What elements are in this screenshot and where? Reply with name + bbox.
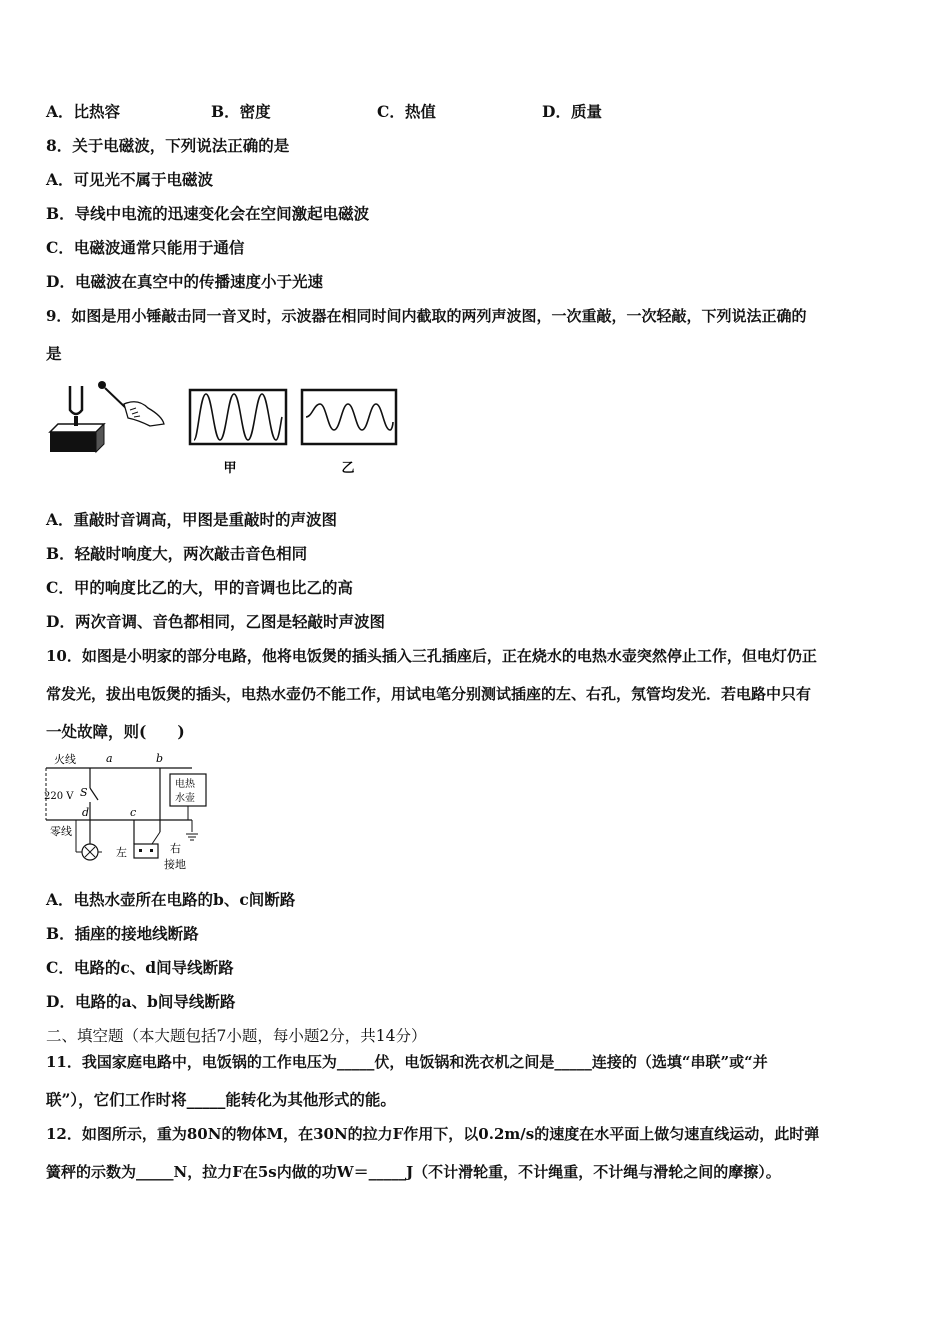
q8-option-c: C．电磁波通常只能用于通信 <box>46 238 245 257</box>
label-jia: 甲 <box>223 461 237 476</box>
waveform-jia <box>190 390 286 444</box>
voltage-label: 220 V <box>44 791 74 802</box>
waveform-yi <box>302 390 396 444</box>
q10-stem-line3: 一处故障，则( ) <box>46 722 185 741</box>
q10-stem-line2: 常发光，拔出电饭煲的插头，电热水壶仍不能工作，用试电笔分别测试插座的左、右孔，氖管均发光．若电路中只有 <box>46 685 812 703</box>
ground-label: 接地 <box>164 858 186 871</box>
q10-option-b: B．插座的接地线断路 <box>46 924 199 943</box>
q9-option-c: C．甲的响度比乙的大，甲的音调也比乙的高 <box>46 578 353 597</box>
q9-stem-line1: 9．如图是用小锤敲击同一音叉时，示波器在相同时间内截取的两列声波图，一次重敲，一次轻敲，下列说法正确的 <box>46 307 807 325</box>
q11-line1: 11．我国家庭电路中，电饭锅的工作电压为_____伏，电饭锅和洗衣机之间是_____连接的（选填“串联”或“并 <box>46 1053 768 1071</box>
q8-option-d: D．电磁波在真空中的传播速度小于光速 <box>46 272 323 291</box>
q10-circuit-figure <box>42 752 212 874</box>
q10-option-a: A．电热水壶所在电路的b、c间断路 <box>46 890 296 909</box>
q12-line2: 簧秤的示数为_____N，拉力F在5s内做的功W＝_____J（不计滑轮重，不计绳重，不计绳与滑轮之间的摩擦）。 <box>46 1163 781 1181</box>
label-yi: 乙 <box>341 461 355 476</box>
kettle-label-2: 水壶 <box>175 793 195 804</box>
live-wire-label: 火线 <box>54 753 76 766</box>
q8-stem: 8．关于电磁波，下列说法正确的是 <box>46 136 290 155</box>
socket-right-label: 右 <box>170 842 181 855</box>
q9-option-a: A．重敲时音调高，甲图是重敲时的声波图 <box>46 510 338 529</box>
q9-option-d: D．两次音调、音色都相同，乙图是轻敲时声波图 <box>46 612 385 631</box>
q7-option-a: A．比热容 <box>46 102 121 121</box>
section2-heading: 二、填空题（本大题包括7小题，每小题2分，共14分） <box>46 1027 427 1045</box>
kettle-label-1: 电热 <box>175 779 195 790</box>
q12-line1: 12．如图所示，重为80N的物体M，在30N的拉力F作用下，以0.2m/s的速度在水平面上做匀速直线运动，此时弹 <box>46 1125 820 1143</box>
lamp-icon <box>82 844 98 860</box>
switch-label: S <box>80 786 88 799</box>
q7-option-c: C．热值 <box>377 102 436 121</box>
q10-stem-line1: 10．如图是小明家的部分电路，他将电饭煲的插头插入三孔插座后，正在烧水的电热水壶突然停止工作，但电灯仍正 <box>46 647 817 665</box>
point-a: a <box>106 752 113 765</box>
q9-option-b: B．轻敲时响度大，两次敲击音色相同 <box>46 544 308 563</box>
point-b: b <box>156 752 164 765</box>
q8-option-a: A．可见光不属于电磁波 <box>46 170 214 189</box>
q7-option-d: D．质量 <box>542 102 602 121</box>
tuning-fork-icon <box>50 386 104 452</box>
circuit-diagram <box>42 752 212 874</box>
neutral-wire-label: 零线 <box>50 825 72 838</box>
hammer-hand-icon <box>98 381 164 426</box>
ground-icon <box>186 834 198 840</box>
q10-option-c: C．电路的c、d间导线断路 <box>46 958 234 977</box>
socket-left-label: 左 <box>116 846 127 859</box>
q7-option-b: B．密度 <box>211 102 271 121</box>
q11-line2: 联”），它们工作时将_____能转化为其他形式的能。 <box>46 1090 396 1109</box>
point-c: c <box>130 806 137 819</box>
tuning-fork-oscilloscope-figure <box>46 380 406 480</box>
q8-option-b: B．导线中电流的迅速变化会在空间激起电磁波 <box>46 204 370 223</box>
q9-figure <box>46 380 406 480</box>
socket-icon <box>134 844 158 858</box>
q9-stem-line2: 是 <box>46 344 62 363</box>
point-d: d <box>82 806 90 819</box>
q10-option-d: D．电路的a、b间导线断路 <box>46 992 236 1011</box>
